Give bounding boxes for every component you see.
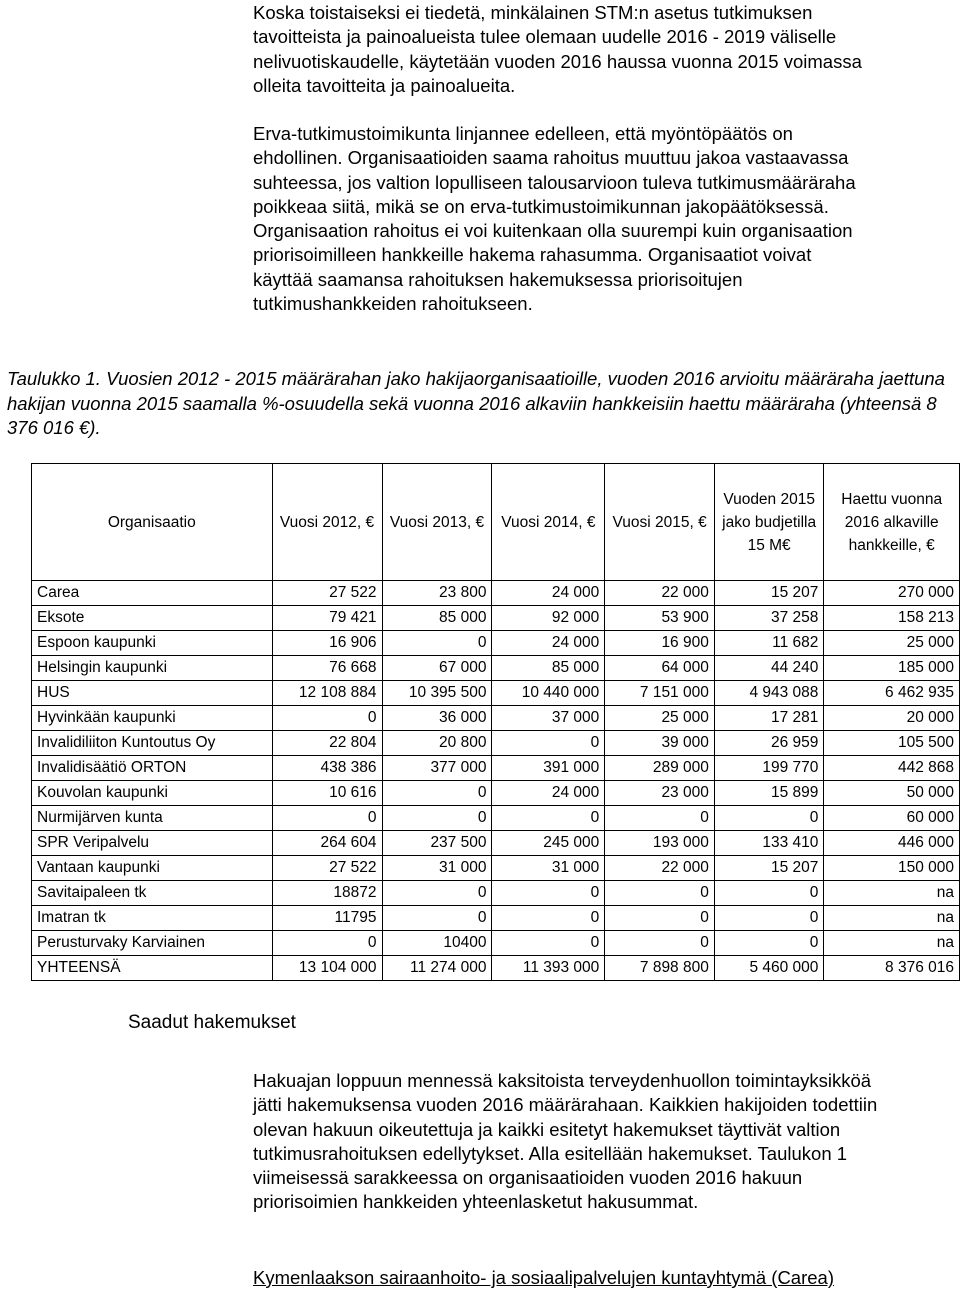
intro-paragraph-1: Koska toistaiseksi ei tiedetä, minkälainen STM:n asetus tutkimuksen tavoitteista ja painoalueista tulee olemaan uudelle 2016 - 2019 väliselle nelivuotiskaudelle, käytetään vuoden 2016 haussa vuonna 2015 voimassa olleita tavoitteita ja painoalueita.	[253, 2, 862, 96]
intro-paragraph-2: Erva-tutkimustoimikunta linjannee edelleen, että myöntöpäätös on ehdollinen. Organisaatioiden saama rahoitus muuttuu jakoa vastaavassa suhteessa, jos valtion lopulliseen talousarvioon tuleva tutkimusmääräraha poikkeaa siitä, mikä se on erva-tutkimustoimikunnan jakopäätöksessä. Organisaation rahoitus ei voi kuitenkaan olla suurempi kuin organisaation priorisoimilleen hankkeille hakema rahasumma. Organisaatiot voivat käyttää saamansa rahoituksen hakemuksessa priorisoitujen tutkimushankkeiden rahoitukseen.	[253, 123, 856, 315]
table-cell-value: 0	[272, 931, 382, 956]
table-cell-value: 264 604	[272, 831, 382, 856]
table-cell-value: 0	[605, 906, 715, 931]
table-cell-value: 79 421	[272, 606, 382, 631]
table-cell-value: 26 959	[714, 731, 824, 756]
table-cell-organisation: Vantaan kaupunki	[32, 856, 273, 881]
table-row	[32, 681, 960, 706]
table-cell-organisation: SPR Veripalvelu	[32, 831, 273, 856]
table-cell-value: 442 868	[824, 756, 960, 781]
table-cell-organisation: Savitaipaleen tk	[32, 881, 273, 906]
table-cell-value: 27 522	[272, 581, 382, 606]
section-heading: Saadut hakemukset	[128, 1012, 296, 1033]
table-cell-value: 31 000	[382, 856, 492, 881]
table-cell-value: 0	[714, 806, 824, 831]
table-cell-organisation: Nurmijärven kunta	[32, 806, 273, 831]
table-cell-value: 15 899	[714, 781, 824, 806]
table-cell-value: 15 207	[714, 856, 824, 881]
header-vuosi-2012: Vuosi 2012, €	[272, 464, 382, 581]
table-cell-value: 10 616	[272, 781, 382, 806]
header-vuosi-2013: Vuosi 2013, €	[382, 464, 492, 581]
table-cell-value: 24 000	[492, 781, 605, 806]
table-cell-value: 245 000	[492, 831, 605, 856]
table-cell-value: 20 000	[824, 706, 960, 731]
table-cell-value: 18872	[272, 881, 382, 906]
table-cell-value: 0	[382, 906, 492, 931]
table-cell-value: 37 258	[714, 606, 824, 631]
table-cell-value: 0	[382, 781, 492, 806]
table-cell-organisation: Invalidiliiton Kuntoutus Oy	[32, 731, 273, 756]
section-paragraph: Hakuajan loppuun mennessä kaksitoista terveydenhuollon toimintayksikköä jätti hakemuksensa vuoden 2016 määrärahaan. Kaikkien hakijoiden todettiin olevan hakuun oikeutettuja ja kaikki esitetyt hakemukset täyttivät valtion tutkimusrahoituksen edellytykset. Alla esitellään hakemukset. Taulukon 1 viimeisessä sarakkeessa on organisaatioiden vuoden 2016 hakuun priorisoimien hankkeiden yhteenlasketut hakusummat.	[253, 1070, 878, 1213]
table-cell-value: 0	[492, 931, 605, 956]
table-cell-value: 92 000	[492, 606, 605, 631]
table-cell-value: 22 804	[272, 731, 382, 756]
table-cell-value: 185 000	[824, 656, 960, 681]
table-cell-value: 31 000	[492, 856, 605, 881]
table-cell-value: 199 770	[714, 756, 824, 781]
table-row	[32, 656, 960, 681]
table-cell-value: 24 000	[492, 581, 605, 606]
table-cell-value: 0	[492, 881, 605, 906]
table-cell-value: 76 668	[272, 656, 382, 681]
table-cell-value: na	[824, 931, 960, 956]
table-cell-value: 391 000	[492, 756, 605, 781]
table-cell-value: 17 281	[714, 706, 824, 731]
table-cell-value: 64 000	[605, 656, 715, 681]
table-cell-value: 39 000	[605, 731, 715, 756]
table-row	[32, 756, 960, 781]
table-cell-value: 23 000	[605, 781, 715, 806]
table-cell-value: 16 906	[272, 631, 382, 656]
table-cell-value: na	[824, 881, 960, 906]
table-cell-value: 10 440 000	[492, 681, 605, 706]
table-cell-value: 27 522	[272, 856, 382, 881]
table-cell-value: 0	[492, 731, 605, 756]
table-cell-value: 85 000	[382, 606, 492, 631]
table-cell-value: 0	[714, 906, 824, 931]
table-cell-organisation: Invalidisäätiö ORTON	[32, 756, 273, 781]
table-cell-value: 15 207	[714, 581, 824, 606]
table-cell-organisation: Helsingin kaupunki	[32, 656, 273, 681]
header-haettu-2016: Haettu vuonna 2016 alkaville hankkeille, €	[824, 464, 960, 581]
table-cell-value: 150 000	[824, 856, 960, 881]
table-cell-value: 11795	[272, 906, 382, 931]
table-cell-value: 0	[492, 806, 605, 831]
table-cell-value: 44 240	[714, 656, 824, 681]
table-cell-value: 438 386	[272, 756, 382, 781]
table-cell-value: 23 800	[382, 581, 492, 606]
table-cell-value: 237 500	[382, 831, 492, 856]
organisation-subheading: Kymenlaakson sairaanhoito- ja sosiaalipalvelujen kuntayhtymä (Carea)	[253, 1267, 834, 1288]
table-cell-value: 85 000	[492, 656, 605, 681]
table-cell-value: 53 900	[605, 606, 715, 631]
table-cell-organisation: Kouvolan kaupunki	[32, 781, 273, 806]
table-cell-value: 50 000	[824, 781, 960, 806]
table-cell-organisation: YHTEENSÄ	[32, 956, 273, 981]
table-cell-value: 0	[605, 881, 715, 906]
funding-table	[31, 463, 960, 981]
table-cell-value: 0	[605, 806, 715, 831]
table-row	[32, 856, 960, 881]
table-cell-value: 25 000	[824, 631, 960, 656]
header-vuosi-2015: Vuosi 2015, €	[605, 464, 715, 581]
table-cell-organisation: Perusturvaky Karviainen	[32, 931, 273, 956]
table-header-row	[32, 464, 960, 581]
table-cell-value: 7 898 800	[605, 956, 715, 981]
table-cell-organisation: Imatran tk	[32, 906, 273, 931]
table-cell-value: 10400	[382, 931, 492, 956]
table-caption: Taulukko 1. Vuosien 2012 - 2015 määrärahan jako hakijaorganisaatioille, vuoden 2016 arvioitu määräraha jaettuna hakijan vuonna 2015 saamalla %-osuudella sekä vuonna 2016 alkaviin hankkeisiin haettu määräraha (yhteensä 8 376 016 €).	[7, 368, 945, 438]
table-cell-value: 10 395 500	[382, 681, 492, 706]
table-cell-value: 5 460 000	[714, 956, 824, 981]
table-cell-value: 0	[382, 881, 492, 906]
table-cell-value: 289 000	[605, 756, 715, 781]
table-row	[32, 806, 960, 831]
header-jako-2015: Vuoden 2015 jako budjetilla 15 M€	[714, 464, 824, 581]
table-cell-value: 6 462 935	[824, 681, 960, 706]
table-cell-value: 4 943 088	[714, 681, 824, 706]
table-row	[32, 706, 960, 731]
table-cell-value: 0	[714, 881, 824, 906]
table-cell-value: 60 000	[824, 806, 960, 831]
table-cell-value: 12 108 884	[272, 681, 382, 706]
table-cell-organisation: Carea	[32, 581, 273, 606]
table-cell-value: 0	[272, 706, 382, 731]
table-row	[32, 606, 960, 631]
table-cell-value: 0	[492, 906, 605, 931]
table-cell-value: 377 000	[382, 756, 492, 781]
table-cell-value: 36 000	[382, 706, 492, 731]
table-cell-value: 133 410	[714, 831, 824, 856]
table-cell-value: 24 000	[492, 631, 605, 656]
table-cell-value: 7 151 000	[605, 681, 715, 706]
table-cell-organisation: HUS	[32, 681, 273, 706]
table-row	[32, 581, 960, 606]
table-cell-value: 8 376 016	[824, 956, 960, 981]
table-cell-value: 158 213	[824, 606, 960, 631]
table-cell-value: 270 000	[824, 581, 960, 606]
table-cell-value: 11 274 000	[382, 956, 492, 981]
table-row	[32, 956, 960, 981]
table-cell-value: 446 000	[824, 831, 960, 856]
table-cell-value: 0	[272, 806, 382, 831]
table-cell-value: 22 000	[605, 856, 715, 881]
table-cell-value: 0	[382, 631, 492, 656]
table-row	[32, 881, 960, 906]
table-cell-organisation: Hyvinkään kaupunki	[32, 706, 273, 731]
table-row	[32, 631, 960, 656]
table-cell-value: 0	[714, 931, 824, 956]
table-cell-value: 67 000	[382, 656, 492, 681]
table-cell-value: 20 800	[382, 731, 492, 756]
table-cell-value: 16 900	[605, 631, 715, 656]
header-vuosi-2014: Vuosi 2014, €	[492, 464, 605, 581]
table-cell-value: 25 000	[605, 706, 715, 731]
table-cell-value: 13 104 000	[272, 956, 382, 981]
table-row	[32, 931, 960, 956]
table-cell-value: 11 393 000	[492, 956, 605, 981]
table-row	[32, 906, 960, 931]
table-cell-organisation: Espoon kaupunki	[32, 631, 273, 656]
table-cell-organisation: Eksote	[32, 606, 273, 631]
table-row	[32, 831, 960, 856]
table-cell-value: 22 000	[605, 581, 715, 606]
header-organisaatio: Organisaatio	[32, 464, 273, 581]
table-cell-value: na	[824, 906, 960, 931]
table-cell-value: 0	[382, 806, 492, 831]
table-cell-value: 0	[605, 931, 715, 956]
table-row	[32, 731, 960, 756]
table-cell-value: 193 000	[605, 831, 715, 856]
table-row	[32, 781, 960, 806]
table-cell-value: 105 500	[824, 731, 960, 756]
table-cell-value: 11 682	[714, 631, 824, 656]
table-cell-value: 37 000	[492, 706, 605, 731]
